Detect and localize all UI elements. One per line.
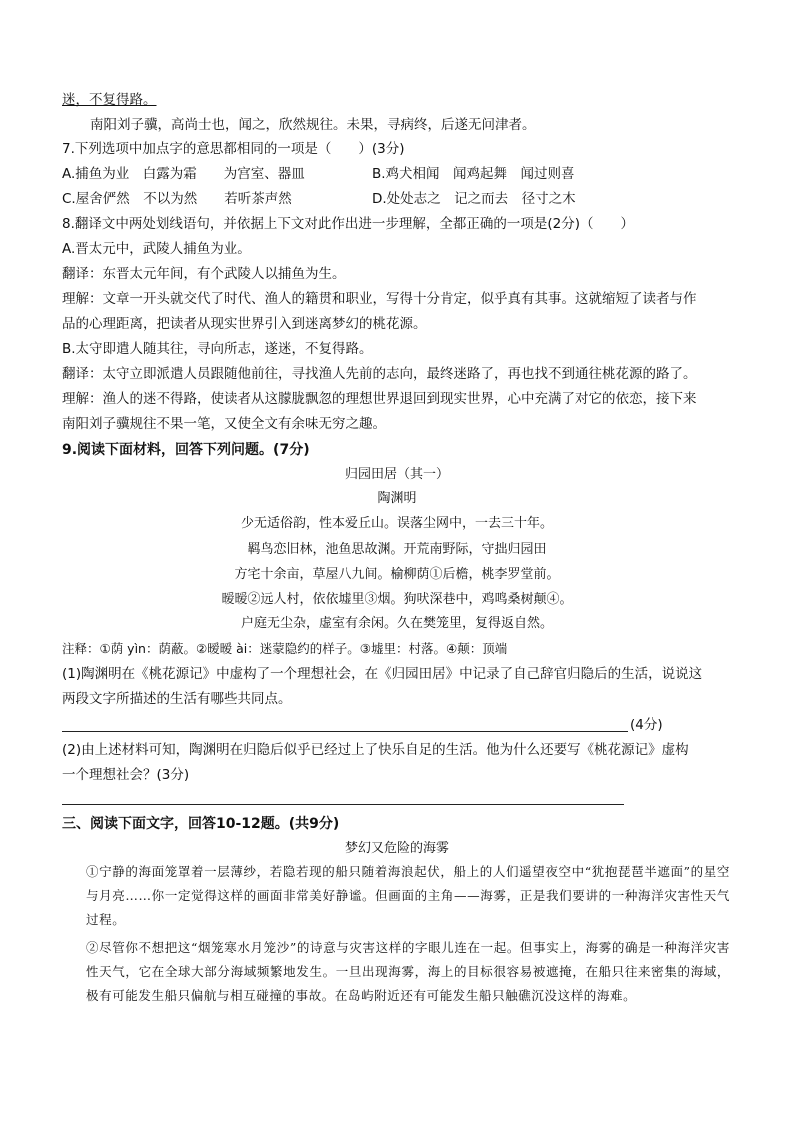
text-line: 迷，不复得路。 [62,92,157,108]
understanding: 品的心理距离，把读者从现实世界引入到迷离梦幻的桃花源。 [62,316,427,332]
question-9-1: 两段文字所描述的生活有哪些共同点。 [62,691,292,707]
poem-line: 暧暧②远人村，依依墟里③烟。狗吠深巷中，鸡鸣桑树颠④。 [221,592,573,607]
option-a: A.晋太元中，武陵人捕鱼为业。 [62,241,251,257]
poem-line: 羁鸟恋旧林，池鱼思故渊。开荒南野际，守拙归园田 [247,542,547,557]
question-9-2: (2)由上述材料可知，陶渊明在归隐后似乎已经过上了快乐自足的生活。他为什么还要写《桃花源记》虚构 [62,742,689,758]
question-7: 7.下列选项中加点字的意思都相同的一项是（ ）(3分) [62,141,405,157]
option-b: B.太守即遣人随其往，寻向所志，遂迷，不复得路。 [62,341,373,357]
understanding: 理解：文章一开头就交代了时代、渔人的籍贯和职业，写得十分肯定，似乎真有其事。这就缩短了读者与作 [62,291,697,307]
section-3-heading: 三、阅读下面文字，回答10-12题。(共9分) [62,816,340,832]
text-line: 南阳刘子骥，高尚士也，闻之，欣然规往。未果，寻病终，后遂无问津者。 [90,117,536,133]
question-9: 9.阅读下面材料，回答下列问题。(7分) [62,442,310,458]
answer-line[interactable] [62,731,628,732]
paragraph-1: ①宁静的海面笼罩着一层薄纱，若隐若现的船只随着海浪起伏，船上的人们遥望夜空中“犹抱琵琶半遮面”的星空与月亮……你一定觉得这样的画面非常美好静谧。但画面的主角——海雾，正是我们要讲的一种海洋灾害性天气过程。 [86,864,730,927]
question-9-1: (1)陶渊明在《桃花源记》中虚构了一个理想社会，在《归园田居》中记录了自己辞官归隐后的生活，说说这 [62,666,703,682]
understanding: 理解：渔人的迷不得路，使读者从这朦胧飘忽的理想世界退回到现实世界，心中充满了对它的依恋，接下来 [62,391,697,407]
option-b: B.鸡犬相闻 闻鸡起舞 闻过则喜 [372,166,575,182]
question-9-2: 一个理想社会？(3分) [62,767,190,783]
answer-line[interactable] [62,804,624,805]
option-d: D.处处志之 记之而去 径寸之木 [372,191,576,207]
poem-notes: 注释：①荫 yìn：荫蔽。②暧暧 ài：迷蒙隐约的样子。③墟里：村落。④颠：顶端 [62,641,508,656]
poem-title: 归园田居（其一） [344,467,449,482]
poem-author: 陶渊明 [377,491,417,506]
poem-line: 户庭无尘杂，虚室有余闲。久在樊笼里，复得返自然。 [240,616,553,631]
article-title: 梦幻又危险的海雾 [344,841,449,856]
understanding: 南阳刘子骥规往不果一笔，又使全文有余味无穷之趣。 [62,416,386,432]
score-label: (4分) [630,717,663,733]
poem-line: 方宅十余亩，草屋八九间。榆柳荫①后檐，桃李罗堂前。 [234,567,560,582]
translation: 翻译：太守立即派遣人员跟随他前往，寻找渔人先前的志向，最终迷路了，再也找不到通往桃花源的路了。 [62,366,697,382]
paragraph-2: ②尽管你不想把这“烟笼寒水月笼沙”的诗意与灾害这样的字眼儿连在一起。但事实上，海雾的确是一种海洋灾害性天气，它在全球大部分海域频繁地发生。一旦出现海雾，海上的目标很容易被遮掩，在船只往来密集的海域，极有可能发生船只偏航与相互碰撞的事故。在岛屿附近还有可能发生船只触礁沉没这样的海难。 [86,940,730,1003]
translation: 翻译：东晋太元年间，有个武陵人以捕鱼为生。 [62,266,346,282]
option-c: C.屋舍俨然 不以为然 若听茶声然 [62,191,292,207]
question-8: 8.翻译文中两处划线语句，并依据上下文对此作出进一步理解，全都正确的一项是(2分)（ ） [62,216,635,232]
poem-line: 少无适俗韵，性本爱丘山。误落尘网中，一去三十年。 [240,516,553,531]
option-a: A.捕鱼为业 白露为霜 为宫室、器皿 [62,166,305,182]
